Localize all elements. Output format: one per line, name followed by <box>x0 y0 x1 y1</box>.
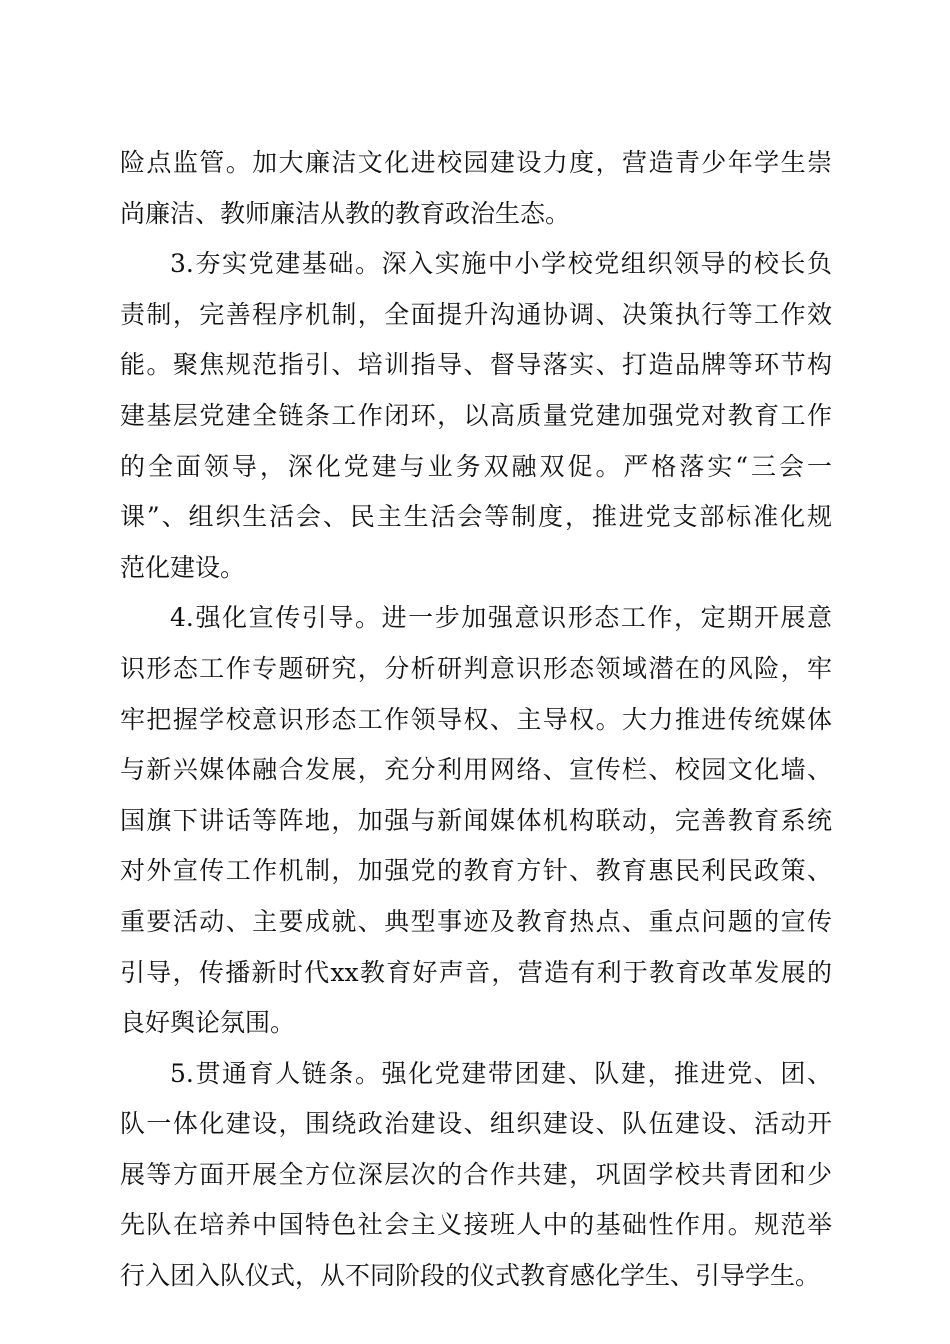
text-line: 队一体化建设，围绕政治建设、组织建设、队伍建设、活动开 <box>120 1109 832 1139</box>
text-line: 建基层党建全链条工作闭环，以高质量党建加强党对教育工作 <box>120 400 832 430</box>
text-line: 引导，传播新时代xx教育好声音，营造有利于教育改革发展的 <box>120 957 832 987</box>
text-line: 国旗下讲话等阵地，加强与新闻媒体机构联动，完善教育系统 <box>120 805 832 835</box>
text-line: 重要活动、主要成就、典型事迹及教育热点、重点问题的宣传 <box>120 906 832 936</box>
text-line: 先队在培养中国特色社会主义接班人中的基础性作用。规范举 <box>120 1210 832 1240</box>
text-line: 险点监管。加大廉洁文化进校园建设力度，营造青少年学生崇 <box>120 148 832 177</box>
text-line: 责制，完善程序机制，全面提升沟通协调、决策执行等工作效 <box>120 299 832 329</box>
text-line: 良好舆论氛围。 <box>120 1008 296 1038</box>
text-line: 范化建设。 <box>120 552 246 582</box>
text-line: 能。聚焦规范指引、培训指导、督导落实、打造品牌等环节构 <box>120 350 832 380</box>
paragraph-first-line: 3.夯实党建基础。深入实施中小学校党组织领导的校长负 <box>170 249 832 279</box>
text-line: 课”、组织生活会、民主生活会等制度，推进党支部标准化规 <box>120 502 832 532</box>
text-line: 对外宣传工作机制，加强党的教育方针、教育惠民利民政策、 <box>120 856 832 886</box>
text-line: 与新兴媒体融合发展，充分利用网络、宣传栏、校园文化墙、 <box>120 755 832 785</box>
text-line: 识形态工作专题研究，分析研判意识形态领域潜在的风险，牢 <box>120 653 832 683</box>
text-line: 尚廉洁、教师廉洁从教的教育政治生态。 <box>120 198 571 228</box>
paragraph-first-line: 4.强化宣传引导。进一步加强意识形态工作，定期开展意 <box>170 603 832 633</box>
text-line: 的全面领导，深化党建与业务双融双促。严格落实“三会一 <box>120 451 832 481</box>
text-line: 展等方面开展全方位深层次的合作共建，巩固学校共青团和少 <box>120 1159 832 1189</box>
paragraph-first-line: 5.贯通育人链条。强化党建带团建、队建，推进党、团、 <box>170 1058 832 1088</box>
text-line: 牢把握学校意识形态工作领导权、主导权。大力推进传统媒体 <box>120 704 832 734</box>
text-line: 行入团入队仪式，从不同阶段的仪式教育感化学生、引导学生。 <box>120 1261 821 1291</box>
body-text <box>120 138 832 1302</box>
